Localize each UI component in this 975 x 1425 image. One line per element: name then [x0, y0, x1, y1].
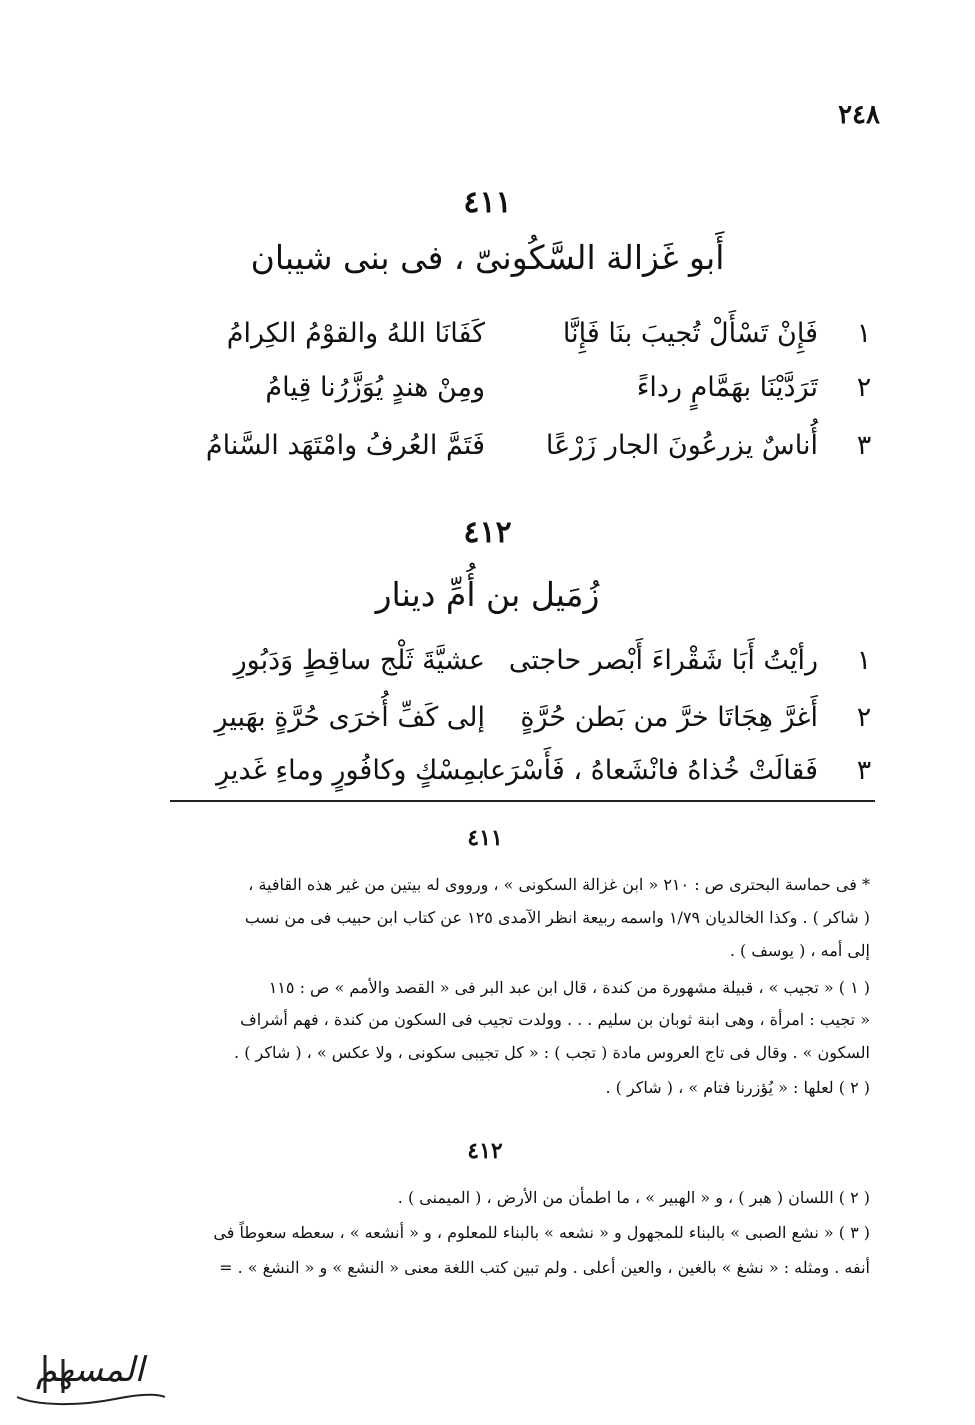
- verse-first-hemistich: أَغرَّ هِجَاتَا خرَّ من بَطن حُرَّةٍ: [520, 702, 818, 733]
- verse-row: [170, 372, 880, 418]
- verse-number: ٢: [856, 372, 872, 403]
- note-line: ( ٢ ) لعلها : « يُؤزرنا فتام » ، ( شاكر ) .: [605, 1078, 870, 1097]
- note-line: إلى أمه ، ( يوسف ) .: [729, 941, 870, 960]
- note-line: أنفه . ومثله : « نشغ » بالغين ، والعين أعلى . ولم تبين كتب اللغة معنى « النشع » و « النشغ » . =: [219, 1258, 870, 1277]
- note-line: * فى حماسة البحترى ص : ٢١٠ « ابن غزالة السكونى » ، ورووى له بيتين من غير هذه القافية ،: [248, 875, 870, 894]
- verse-row: [170, 430, 880, 476]
- note-line: السكون » . وقال فى تاج العروس مادة ( تجب ) : « كل تجيبى سكونى ، ولا عكس » ، ( شاكر ) .: [234, 1043, 870, 1062]
- verse-first-hemistich: رأيْتُ أَبَا شَقْراءَ أَبْصر حاجتى: [508, 645, 818, 676]
- verse-second-hemistich: ومِنْ هندٍ يُوَزَّرُنا قِيامُ: [265, 372, 485, 403]
- note-line: ( شاكر ) . وكذا الخالديان ١/٧٩ واسمه ربيعة انظر الآمدى ١٢٥ عن كتاب ابن حبيب فى من نسب: [244, 908, 870, 927]
- verse-second-hemistich: فَتَمَّ العُرفُ وامْتَهَد السَّنامُ: [205, 430, 485, 461]
- verse-second-hemistich: عشيَّةَ ثَلْج ساقِطٍ وَدَبُورِ: [233, 645, 485, 676]
- verse-first-hemistich: أُناسٌ يزرعُونَ الجار زَرْعًا: [545, 430, 818, 461]
- verse-number: ٢: [856, 702, 872, 733]
- notes-section-number: ٤١٢: [467, 1138, 503, 1164]
- poem-number: ٤١٢: [463, 515, 512, 550]
- verse-second-hemistich: بمِسْكٍ وكافُورٍ وماءِ غَديرِ: [216, 755, 485, 786]
- poem-title: أَبو غَزالة السَّكُونىّ ، فى بنى شيبان: [250, 238, 725, 277]
- note-line: ( ١ ) « تجيب » ، قبيلة مشهورة من كندة ، قال ابن عبد البر فى « القصد والأمم » ص : ١١٥: [268, 978, 870, 997]
- note-line: ( ٣ ) « نشع الصبى » بالبناء للمجهول و « نشعه » بالبناء للمعلوم ، و « أنشعه » ، سعطه سعوطاً فى: [213, 1223, 870, 1242]
- signature-text: المسهم: [35, 1350, 145, 1390]
- poem-title: زُمَيل بن أُمِّ دينار: [375, 575, 600, 614]
- verse-first-hemistich: فَقالَتْ خُذاهُ فانْشَعاهُ ، فَأَسْرَعا: [481, 755, 818, 786]
- poem-number: ٤١١: [463, 185, 512, 220]
- page-number: ٢٤٨: [838, 100, 880, 130]
- verse-number: ٣: [856, 430, 872, 461]
- verse-number: ١: [856, 645, 872, 676]
- calligraphy-signature: [5, 1335, 175, 1415]
- verse-row: [170, 755, 880, 801]
- verse-number: ١: [856, 318, 872, 349]
- note-line: « تجيب : امرأة ، وهى ابنة ثوبان بن سليم . . . وولدت تجيب فى السكون من كندة ، فهم أشراف: [240, 1010, 870, 1029]
- verse-first-hemistich: تَرَدَّيْنَا بهَمَّامٍ رداءً: [636, 372, 818, 403]
- verse-row: [170, 702, 880, 748]
- verse-row: [170, 645, 880, 691]
- footnote-divider: [170, 800, 875, 802]
- verse-row: [170, 318, 880, 364]
- verse-second-hemistich: إلى كَفِّ أُخرَى حُرَّةٍ بهَبيرِ: [214, 702, 485, 733]
- verse-first-hemistich: فَإِنْ تَسْأَلْ تُجيبَ بنَا فَإِنَّا: [562, 318, 818, 349]
- verse-second-hemistich: كَفَانَا اللهُ والقوْمُ الكِرامُ: [226, 318, 485, 349]
- note-line: ( ٢ ) اللسان ( هبر ) ، و « الهبير » ، ما اطمأن من الأرض ، ( الميمنى ) .: [397, 1188, 870, 1207]
- verse-number: ٣: [856, 755, 872, 786]
- notes-section-number: ٤١١: [467, 825, 503, 851]
